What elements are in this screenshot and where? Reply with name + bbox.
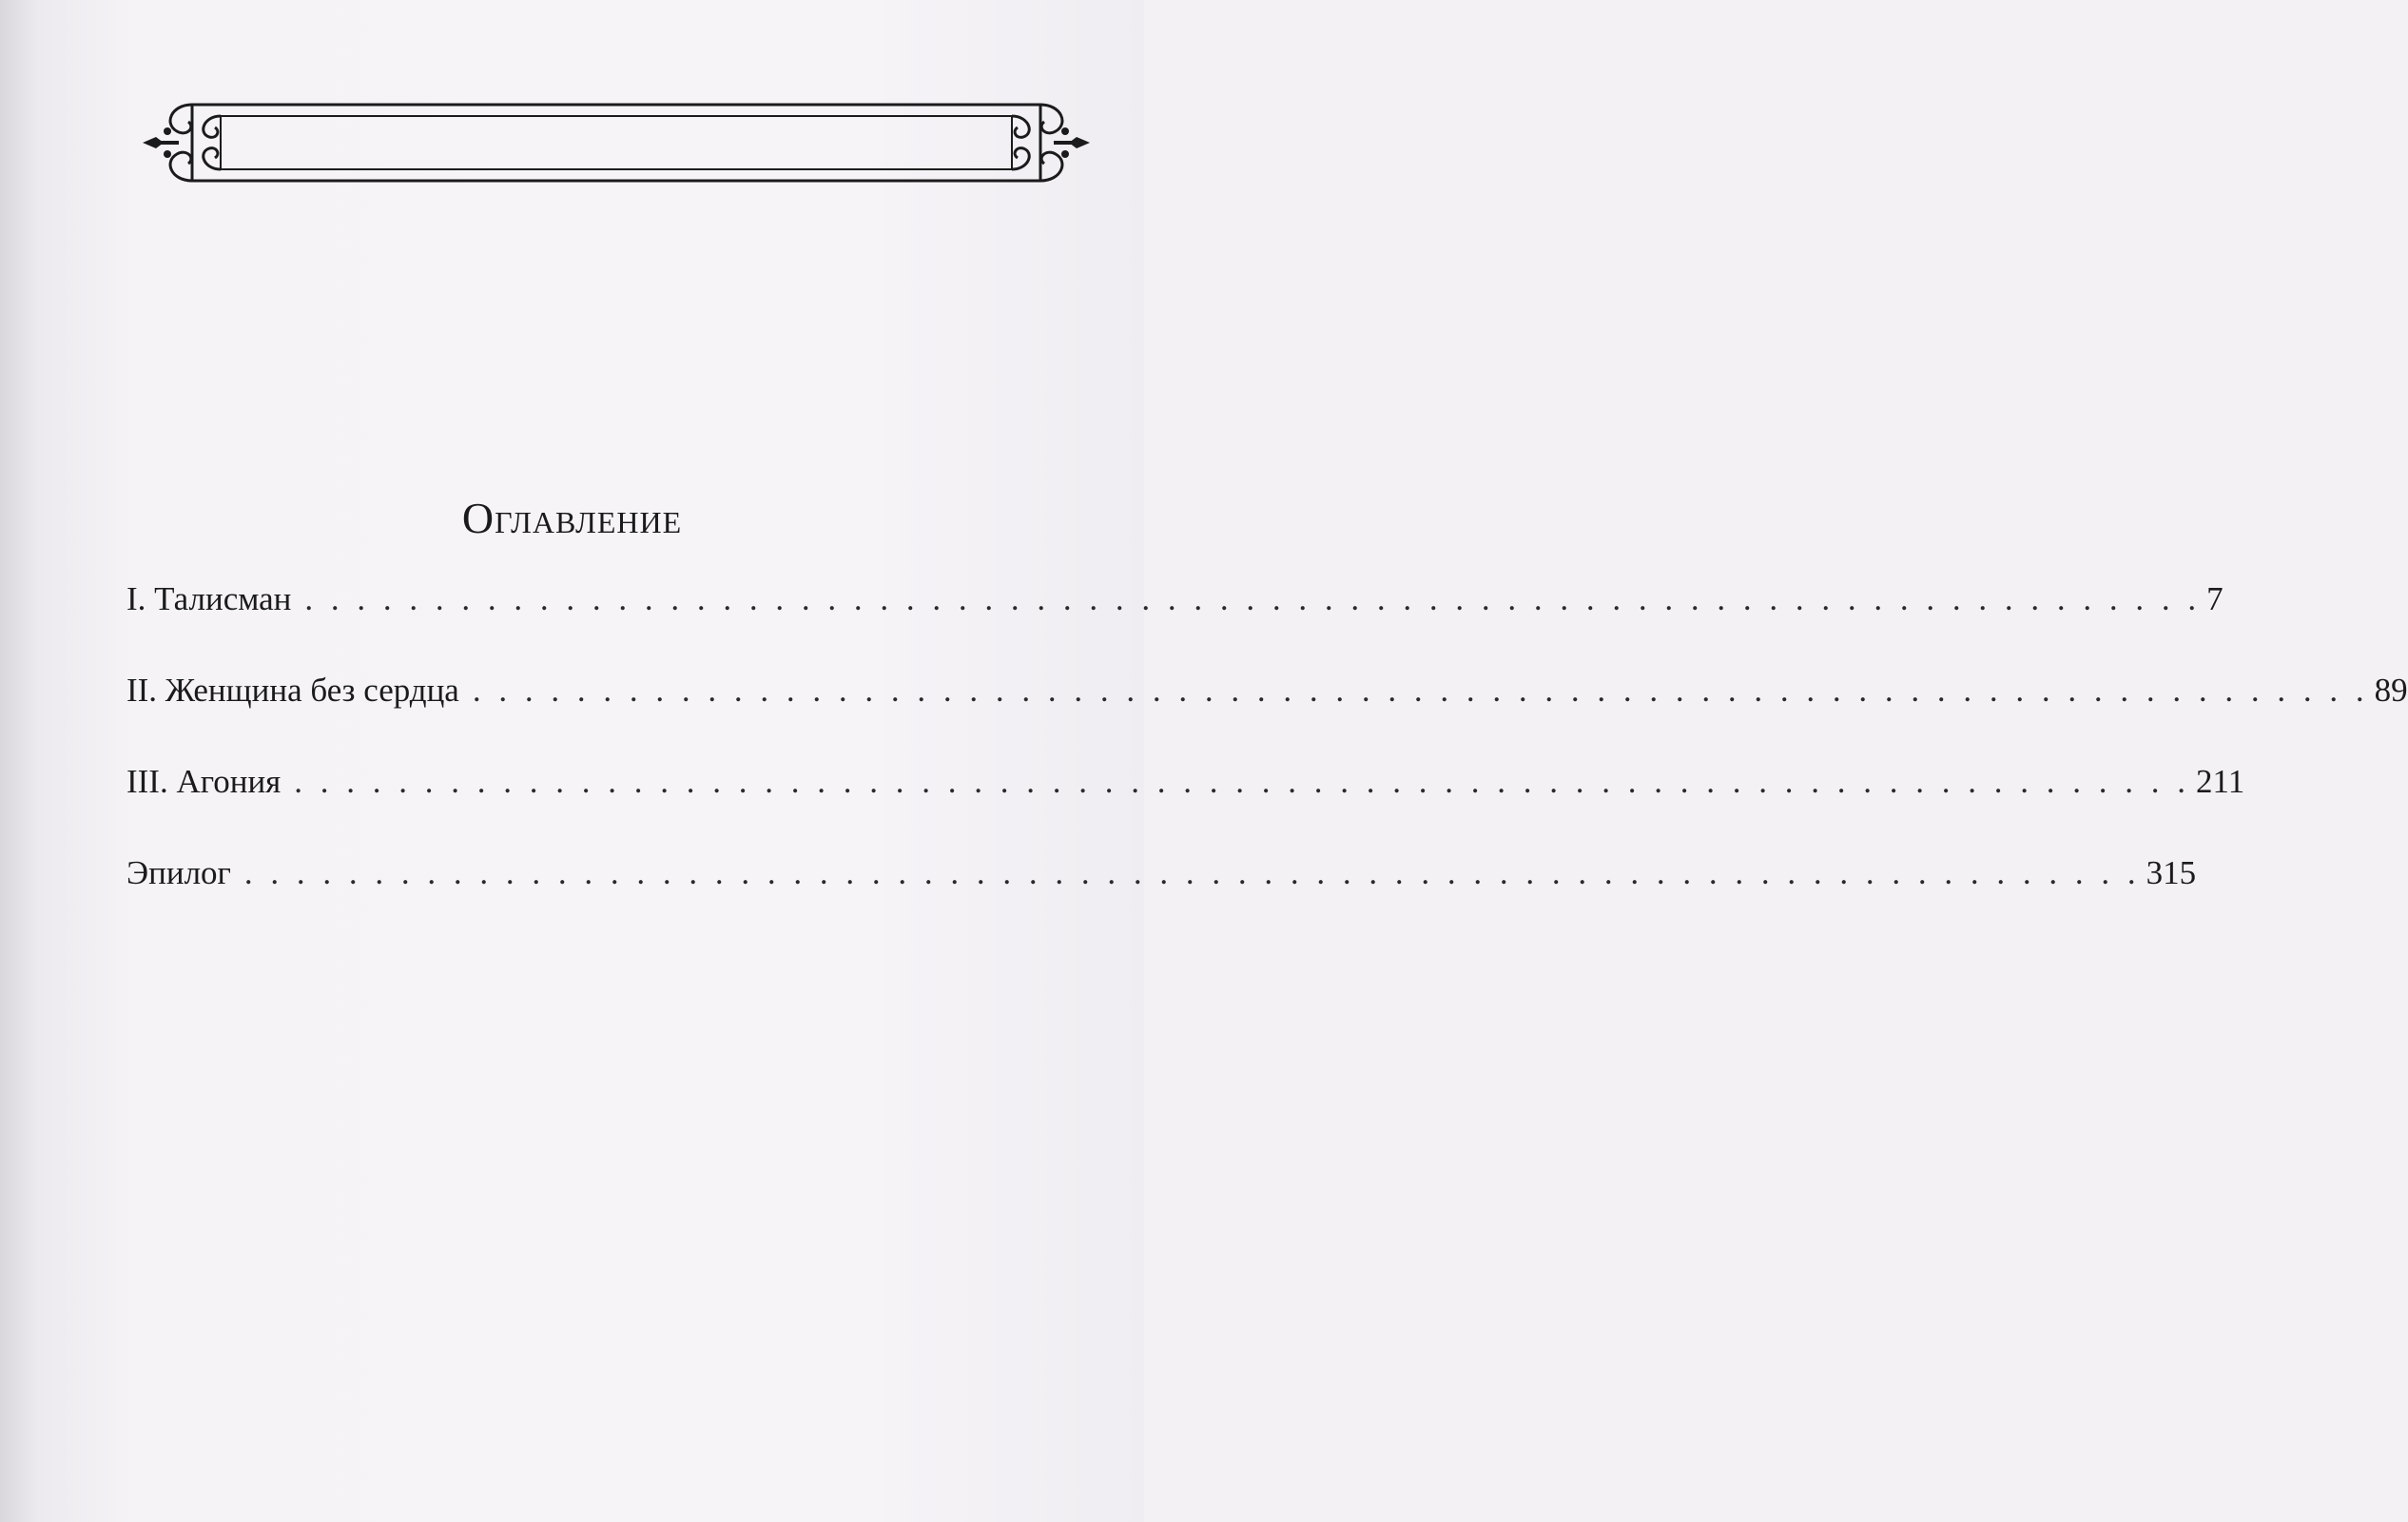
toc-entry	[126, 854, 2197, 946]
toc-leader-dots: . . . . . . . . . . . . . . . . . . . . . . . . . . . . . . . . . . . . . . . . . . . . . . . . . . . . . . . . . . . . . . . . . . . . . . . . .	[294, 763, 2191, 800]
toc-entry-label: I. Талисман	[126, 580, 292, 617]
toc-entry-page: 211	[2196, 763, 2245, 800]
toc-entry	[126, 580, 2224, 672]
toc-entry-label: Эпилог	[126, 854, 231, 891]
toc-title: Оглавление	[461, 494, 683, 542]
toc-entry	[126, 672, 2408, 763]
toc-entry-label: II. Женщина без сердца	[126, 672, 459, 709]
toc-entry-page: 7	[2206, 580, 2224, 617]
toc-entry-page: 89	[2374, 672, 2408, 709]
toc-list	[126, 580, 2408, 946]
toc-leader-dots: . . . . . . . . . . . . . . . . . . . . . . . . . . . . . . . . . . . . . . . . . . . . . . . . . . . . . . . . . . . . . . . . . . . . . . . . .	[243, 854, 2141, 891]
toc-entry-label: III. Агония	[126, 763, 282, 800]
decorative-header-frame	[143, 95, 1090, 190]
toc-entry	[126, 763, 2245, 854]
toc-entry-page: 315	[2146, 854, 2197, 891]
toc-leader-dots: . . . . . . . . . . . . . . . . . . . . . . . . . . . . . . . . . . . . . . . . . . . . . . . . . . . . . . . . . . . . . . . . . . . . . . . . .	[304, 580, 2202, 617]
toc-leader-dots: . . . . . . . . . . . . . . . . . . . . . . . . . . . . . . . . . . . . . . . . . . . . . . . . . . . . . . . . . . . . . . . . . . . . . . . . .	[472, 672, 2369, 709]
